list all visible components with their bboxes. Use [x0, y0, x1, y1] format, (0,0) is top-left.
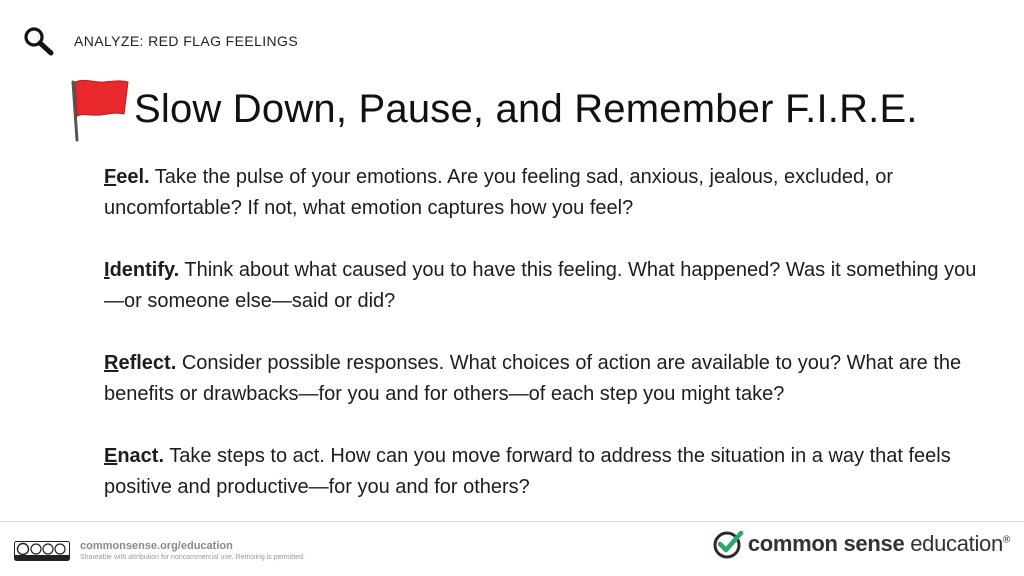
section-kicker: ANALYZE: RED FLAG FEELINGS	[74, 33, 299, 49]
step-initial: E	[104, 445, 118, 467]
step-initial: R	[104, 352, 119, 374]
magnifying-glass-icon	[22, 26, 56, 56]
check-circle-icon	[712, 528, 744, 560]
brand-name	[748, 531, 1010, 557]
footer-url: commonsense.org/education	[80, 540, 233, 552]
title-row	[64, 74, 918, 144]
step-heading-rest: eflect.	[118, 352, 177, 374]
slide-header	[22, 26, 298, 56]
step-body: Take steps to act. How can you move forward to address the situation in a way that feels positive and productive—for you and for others?	[104, 445, 951, 498]
footer-attribution	[80, 540, 305, 561]
step-heading-rest: dentify.	[109, 259, 180, 281]
step-heading	[104, 445, 164, 467]
step-heading-rest: eel.	[116, 166, 150, 188]
common-sense-education-logo	[712, 528, 1010, 560]
footer-divider	[0, 521, 1024, 522]
red-flag-icon	[64, 74, 134, 144]
step-feel	[104, 162, 984, 224]
step-body: Consider possible responses. What choices of action are available to you? What are the benefits or drawbacks—for you and for others—of each step you might take?	[104, 352, 962, 405]
footer-license-note: Shareable with attribution for noncommercial use. Remixing is permitted.	[80, 554, 305, 561]
step-body: Take the pulse of your emotions. Are you feeling sad, anxious, jealous, excluded, or uncomfortable? If not, what emotion captures how you feel?	[104, 166, 893, 219]
brand-name-bold: common sense	[747, 531, 905, 556]
step-heading-rest: nact.	[117, 445, 165, 467]
creative-commons-license-icon	[14, 541, 70, 561]
brand-name-light: education	[904, 531, 1003, 556]
step-heading	[104, 259, 179, 281]
step-heading	[104, 166, 150, 188]
step-initial: I	[104, 259, 110, 281]
step-identify	[104, 255, 984, 317]
step-body: Think about what caused you to have this feeling. What happened? Was it something you—or someone else—said or did?	[104, 259, 977, 312]
brand-registered-mark: ®	[1002, 534, 1010, 546]
fire-steps	[104, 162, 984, 534]
step-heading	[104, 352, 176, 374]
step-reflect	[104, 348, 984, 410]
step-enact	[104, 441, 984, 503]
step-initial: F	[104, 166, 117, 188]
slide-title: Slow Down, Pause, and Remember F.I.R.E.	[134, 86, 918, 131]
